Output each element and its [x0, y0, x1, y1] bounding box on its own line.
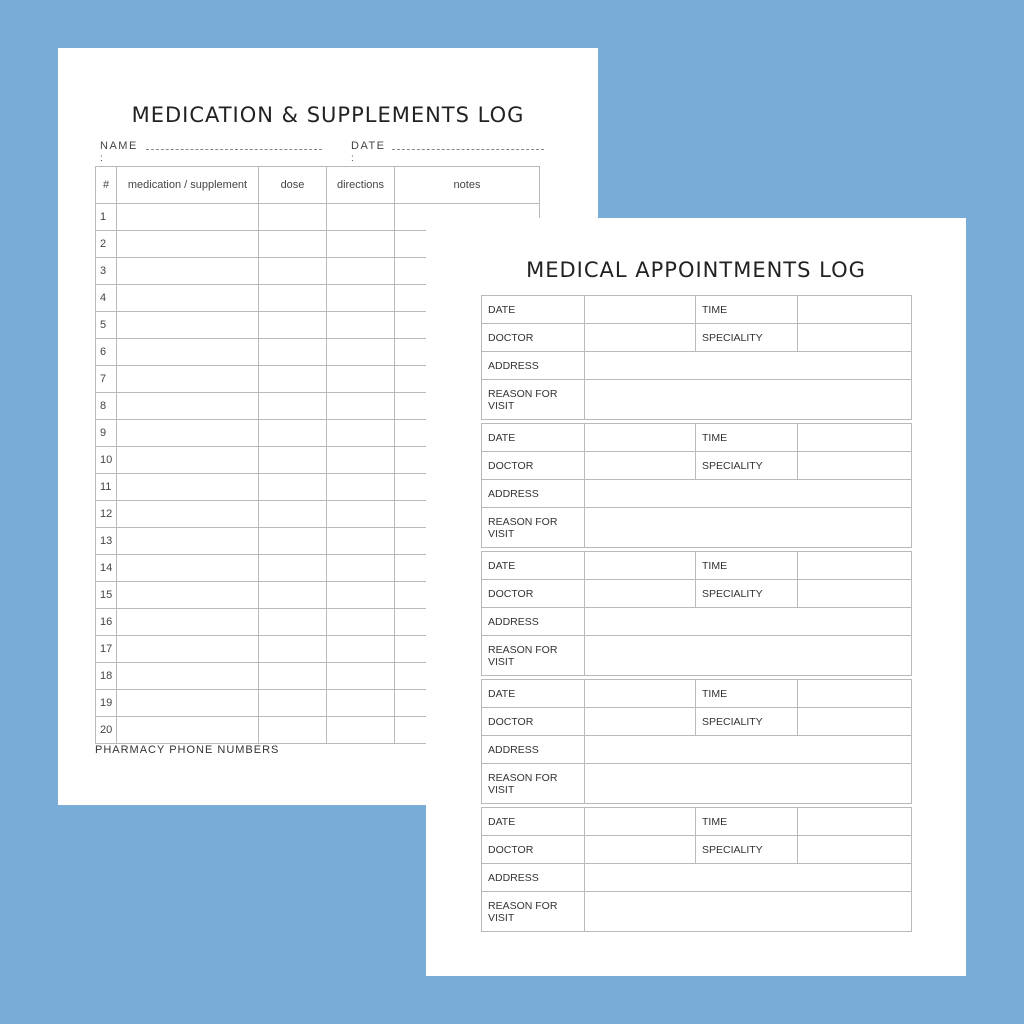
address-value-cell[interactable] [585, 608, 912, 636]
medication-cell[interactable] [117, 663, 259, 690]
row-number: 12 [96, 501, 117, 528]
address-label: ADDRESS [482, 480, 585, 508]
appointment-row-address [482, 736, 912, 764]
medication-cell[interactable] [117, 609, 259, 636]
date-value-cell[interactable] [585, 424, 696, 452]
directions-cell[interactable] [327, 447, 395, 474]
doctor-value-cell[interactable] [585, 580, 696, 608]
date-label: DATE [482, 296, 585, 324]
appointment-row-date [482, 680, 912, 708]
appointment-table [481, 679, 912, 804]
appointment-entry [481, 551, 911, 676]
directions-cell[interactable] [327, 474, 395, 501]
appointment-row-reason [482, 380, 912, 420]
date-value-cell[interactable] [585, 680, 696, 708]
directions-cell[interactable] [327, 555, 395, 582]
medication-cell[interactable] [117, 258, 259, 285]
doctor-label: DOCTOR [482, 708, 585, 736]
date-label: DATE [482, 424, 585, 452]
row-number: 8 [96, 393, 117, 420]
reason-value-cell[interactable] [585, 380, 912, 420]
time-value-cell[interactable] [798, 808, 912, 836]
header-number: # [96, 167, 117, 204]
appointment-row-address [482, 864, 912, 892]
appointment-row-reason [482, 636, 912, 676]
medication-cell[interactable] [117, 474, 259, 501]
medication-cell[interactable] [117, 636, 259, 663]
appointment-row-doctor [482, 836, 912, 864]
speciality-value-cell[interactable] [798, 708, 912, 736]
directions-cell[interactable] [327, 501, 395, 528]
reason-label: REASON FOR VISIT [482, 892, 585, 932]
doctor-value-cell[interactable] [585, 324, 696, 352]
address-label: ADDRESS [482, 736, 585, 764]
dose-cell[interactable] [259, 474, 327, 501]
directions-cell[interactable] [327, 258, 395, 285]
medication-table-header [96, 167, 540, 204]
dose-cell[interactable] [259, 204, 327, 231]
dose-cell[interactable] [259, 285, 327, 312]
doctor-value-cell[interactable] [585, 452, 696, 480]
appointment-entry [481, 679, 911, 804]
date-value-cell[interactable] [585, 808, 696, 836]
name-label: NAME [100, 140, 138, 152]
time-value-cell[interactable] [798, 296, 912, 324]
medication-cell[interactable] [117, 285, 259, 312]
medication-cell[interactable] [117, 582, 259, 609]
reason-value-cell[interactable] [585, 892, 912, 932]
speciality-label: SPECIALITY [696, 324, 798, 352]
appointment-row-date [482, 808, 912, 836]
dose-cell[interactable] [259, 555, 327, 582]
directions-cell[interactable] [327, 717, 395, 744]
row-number: 2 [96, 231, 117, 258]
medication-cell[interactable] [117, 204, 259, 231]
address-label: ADDRESS [482, 352, 585, 380]
appointment-row-doctor [482, 708, 912, 736]
speciality-label: SPECIALITY [696, 836, 798, 864]
speciality-label: SPECIALITY [696, 452, 798, 480]
appointment-row-address [482, 352, 912, 380]
speciality-value-cell[interactable] [798, 580, 912, 608]
dose-cell[interactable] [259, 690, 327, 717]
row-number: 19 [96, 690, 117, 717]
speciality-value-cell[interactable] [798, 324, 912, 352]
directions-cell[interactable] [327, 609, 395, 636]
header-medication: medication / supplement [117, 167, 259, 204]
dose-cell[interactable] [259, 717, 327, 744]
row-number: 3 [96, 258, 117, 285]
medication-cell[interactable] [117, 312, 259, 339]
doctor-label: DOCTOR [482, 324, 585, 352]
dose-cell[interactable] [259, 447, 327, 474]
appointment-row-doctor [482, 452, 912, 480]
date-label: DATE [351, 140, 386, 152]
row-number: 6 [96, 339, 117, 366]
medication-cell[interactable] [117, 501, 259, 528]
time-label: TIME [696, 808, 798, 836]
directions-cell[interactable] [327, 231, 395, 258]
row-number: 10 [96, 447, 117, 474]
appointment-table [481, 551, 912, 676]
doctor-value-cell[interactable] [585, 708, 696, 736]
medication-cell[interactable] [117, 366, 259, 393]
reason-label: REASON FOR VISIT [482, 508, 585, 548]
medication-cell[interactable] [117, 393, 259, 420]
date-colon: : [351, 153, 356, 164]
directions-cell[interactable] [327, 204, 395, 231]
medication-cell[interactable] [117, 690, 259, 717]
row-number: 1 [96, 204, 117, 231]
header-notes: notes [395, 167, 540, 204]
medication-cell[interactable] [117, 528, 259, 555]
appointment-entry [481, 295, 911, 420]
name-field[interactable] [100, 140, 138, 164]
speciality-value-cell[interactable] [798, 452, 912, 480]
reason-label: REASON FOR VISIT [482, 764, 585, 804]
row-number: 20 [96, 717, 117, 744]
dose-cell[interactable] [259, 663, 327, 690]
appointment-row-doctor [482, 324, 912, 352]
directions-cell[interactable] [327, 393, 395, 420]
time-label: TIME [696, 424, 798, 452]
directions-cell[interactable] [327, 663, 395, 690]
dose-cell[interactable] [259, 312, 327, 339]
row-number: 17 [96, 636, 117, 663]
appointment-row-date [482, 296, 912, 324]
time-value-cell[interactable] [798, 424, 912, 452]
date-line [392, 149, 544, 150]
dose-cell[interactable] [259, 258, 327, 285]
address-label: ADDRESS [482, 608, 585, 636]
row-number: 9 [96, 420, 117, 447]
doctor-label: DOCTOR [482, 836, 585, 864]
date-value-cell[interactable] [585, 552, 696, 580]
appointment-entry [481, 423, 911, 548]
row-number: 16 [96, 609, 117, 636]
dose-cell[interactable] [259, 339, 327, 366]
reason-value-cell[interactable] [585, 508, 912, 548]
speciality-label: SPECIALITY [696, 580, 798, 608]
appointment-row-date [482, 424, 912, 452]
name-line [146, 149, 322, 150]
directions-cell[interactable] [327, 528, 395, 555]
appointment-table [481, 423, 912, 548]
row-number: 18 [96, 663, 117, 690]
name-colon: : [100, 153, 105, 164]
directions-cell[interactable] [327, 339, 395, 366]
reason-label: REASON FOR VISIT [482, 636, 585, 676]
reason-label: REASON FOR VISIT [482, 380, 585, 420]
medication-cell[interactable] [117, 420, 259, 447]
doctor-value-cell[interactable] [585, 836, 696, 864]
date-label: DATE [482, 680, 585, 708]
time-label: TIME [696, 296, 798, 324]
appointment-table [481, 807, 912, 932]
directions-cell[interactable] [327, 636, 395, 663]
speciality-value-cell[interactable] [798, 836, 912, 864]
pharmacy-phone-numbers-label: PHARMACY PHONE NUMBERS [95, 744, 280, 756]
doctor-label: DOCTOR [482, 452, 585, 480]
time-label: TIME [696, 680, 798, 708]
medication-cell[interactable] [117, 339, 259, 366]
doctor-label: DOCTOR [482, 580, 585, 608]
row-number: 13 [96, 528, 117, 555]
time-label: TIME [696, 552, 798, 580]
appointment-row-doctor [482, 580, 912, 608]
reason-value-cell[interactable] [585, 636, 912, 676]
appointment-row-address [482, 480, 912, 508]
appointment-row-date [482, 552, 912, 580]
dose-cell[interactable] [259, 393, 327, 420]
dose-cell[interactable] [259, 582, 327, 609]
header-dose: dose [259, 167, 327, 204]
time-value-cell[interactable] [798, 680, 912, 708]
directions-cell[interactable] [327, 582, 395, 609]
dose-cell[interactable] [259, 501, 327, 528]
appointments-log-page [426, 218, 966, 976]
appointment-row-reason [482, 892, 912, 932]
directions-cell[interactable] [327, 285, 395, 312]
date-label: DATE [482, 552, 585, 580]
date-value-cell[interactable] [585, 296, 696, 324]
row-number: 11 [96, 474, 117, 501]
appointments-log-title: MEDICAL APPOINTMENTS LOG [526, 258, 866, 282]
address-value-cell[interactable] [585, 864, 912, 892]
dose-cell[interactable] [259, 636, 327, 663]
appointment-row-address [482, 608, 912, 636]
address-label: ADDRESS [482, 864, 585, 892]
date-label: DATE [482, 808, 585, 836]
appointment-entry [481, 807, 911, 932]
medication-cell[interactable] [117, 717, 259, 744]
dose-cell[interactable] [259, 609, 327, 636]
address-value-cell[interactable] [585, 352, 912, 380]
directions-cell[interactable] [327, 312, 395, 339]
appointment-table [481, 295, 912, 420]
directions-cell[interactable] [327, 690, 395, 717]
medication-cell[interactable] [117, 231, 259, 258]
speciality-label: SPECIALITY [696, 708, 798, 736]
reason-value-cell[interactable] [585, 764, 912, 804]
directions-cell[interactable] [327, 366, 395, 393]
medication-cell[interactable] [117, 555, 259, 582]
appointment-row-reason [482, 764, 912, 804]
header-directions: directions [327, 167, 395, 204]
dose-cell[interactable] [259, 231, 327, 258]
address-value-cell[interactable] [585, 736, 912, 764]
address-value-cell[interactable] [585, 480, 912, 508]
time-value-cell[interactable] [798, 552, 912, 580]
directions-cell[interactable] [327, 420, 395, 447]
row-number: 5 [96, 312, 117, 339]
row-number: 14 [96, 555, 117, 582]
dose-cell[interactable] [259, 528, 327, 555]
medication-cell[interactable] [117, 447, 259, 474]
row-number: 15 [96, 582, 117, 609]
dose-cell[interactable] [259, 420, 327, 447]
medication-log-title: MEDICATION & SUPPLEMENTS LOG [131, 103, 525, 127]
date-field[interactable] [351, 140, 386, 164]
appointment-row-reason [482, 508, 912, 548]
row-number: 7 [96, 366, 117, 393]
dose-cell[interactable] [259, 366, 327, 393]
row-number: 4 [96, 285, 117, 312]
